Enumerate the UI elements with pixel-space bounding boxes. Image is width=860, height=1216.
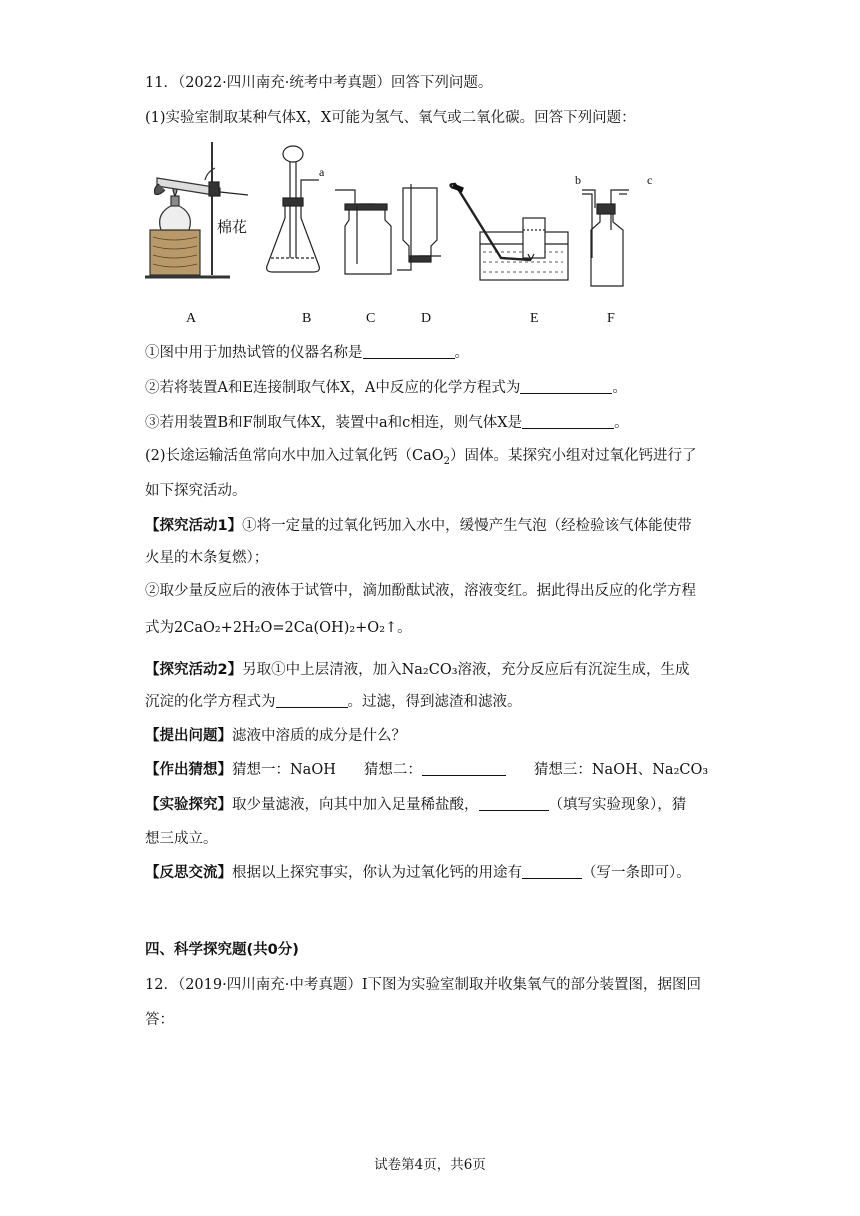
q12-l1: 12．（2019·四川南充·中考真题）I下图为实验室制取并收集氧气的部分装置图，据图回 — [145, 977, 702, 993]
activity1-l1: 【探究活动1】①将一定量的过氧化钙加入水中，缓慢产生气泡（经检验该气体能使带 — [145, 518, 692, 534]
apparatus-d — [397, 184, 441, 270]
section-heading: 四、科学探究题(共0分) — [145, 942, 299, 958]
activity1-l4: 式为2CaO₂+2H₂O=2Ca(OH)₂+O₂↑。 — [145, 620, 412, 636]
activity1-l2: 火星的木条复燃）； — [145, 550, 269, 566]
label-d: D — [421, 311, 432, 326]
activity2-l1: 【探究活动2】另取①中上层清液，加入Na₂CO₃溶液，充分反应后有沉淀生成，生成 — [145, 662, 690, 678]
experiment-l2: 想三成立。 — [145, 831, 218, 847]
hypothesis-line: 【作出猜想】猜想一：NaOH 猜想二： 猜想三：NaOH、Na₂CO₃ — [145, 762, 709, 778]
label-e: E — [530, 311, 539, 326]
apparatus-a — [145, 142, 248, 277]
reflection-line: 【反思交流】根据以上探究事实，你认为过氧化钙的用途有 （写一条即可）。 — [145, 865, 691, 881]
q11-part2-l1: (2)长途运输活鱼常向水中加入过氧化钙（CaO$_2$）固体。某探究小组对过氧化钙进行了 — [145, 448, 697, 467]
label-c: C — [366, 311, 376, 326]
apparatus-f — [575, 173, 652, 286]
equation: 2CaO₂+2H₂O=2Ca(OH)₂+O₂↑ — [174, 620, 398, 636]
apparatus-diagram — [145, 140, 715, 290]
activity1-l3: ②取少量反应后的液体于试管中，滴加酚酞试液，溶液变红。据此得出反应的化学方程 — [145, 583, 696, 599]
question-line: 【提出问题】滤液中溶质的成分是什么？ — [145, 728, 406, 744]
q11-sub3: ③若用装置B和F制取气体X，装置中a和c相连，则气体X是 。 — [145, 415, 629, 431]
cotton-label: 棉花 — [217, 218, 248, 236]
label-b: B — [302, 311, 312, 326]
experiment-l1: 【实验探究】取少量滤液，向其中加入足量稀盐酸， （填写实验现象），猜 — [145, 797, 687, 813]
tube-a-label: a — [319, 165, 325, 179]
q11-sub2: ②若将装置A和E连接制取气体X，A中反应的化学方程式为 。 — [145, 380, 627, 396]
q11-sub1: ①图中用于加热试管的仪器名称是 。 — [145, 345, 469, 361]
q11-part2-l2: 如下探究活动。 — [145, 483, 247, 499]
q11-part1-prompt: (1)实验室制取某种气体X，X可能为氢气、氧气或二氧化碳。回答下列问题： — [145, 110, 636, 126]
apparatus-b — [267, 146, 325, 272]
label-a: A — [186, 311, 197, 326]
apparatus-e — [450, 184, 568, 280]
q12-l2: 答： — [145, 1012, 174, 1028]
activity2-l2: 沉淀的化学方程式为 。过滤，得到滤渣和滤液。 — [145, 694, 522, 710]
label-f: F — [607, 311, 615, 326]
apparatus-c — [335, 190, 391, 274]
tube-b-label: b — [575, 173, 581, 187]
q11-stem: 11．（2022·四川南充·统考中考真题）回答下列问题。 — [145, 75, 493, 91]
page-footer: 试卷第4页，共6页 — [374, 1157, 486, 1173]
tube-c-label: c — [647, 173, 653, 187]
